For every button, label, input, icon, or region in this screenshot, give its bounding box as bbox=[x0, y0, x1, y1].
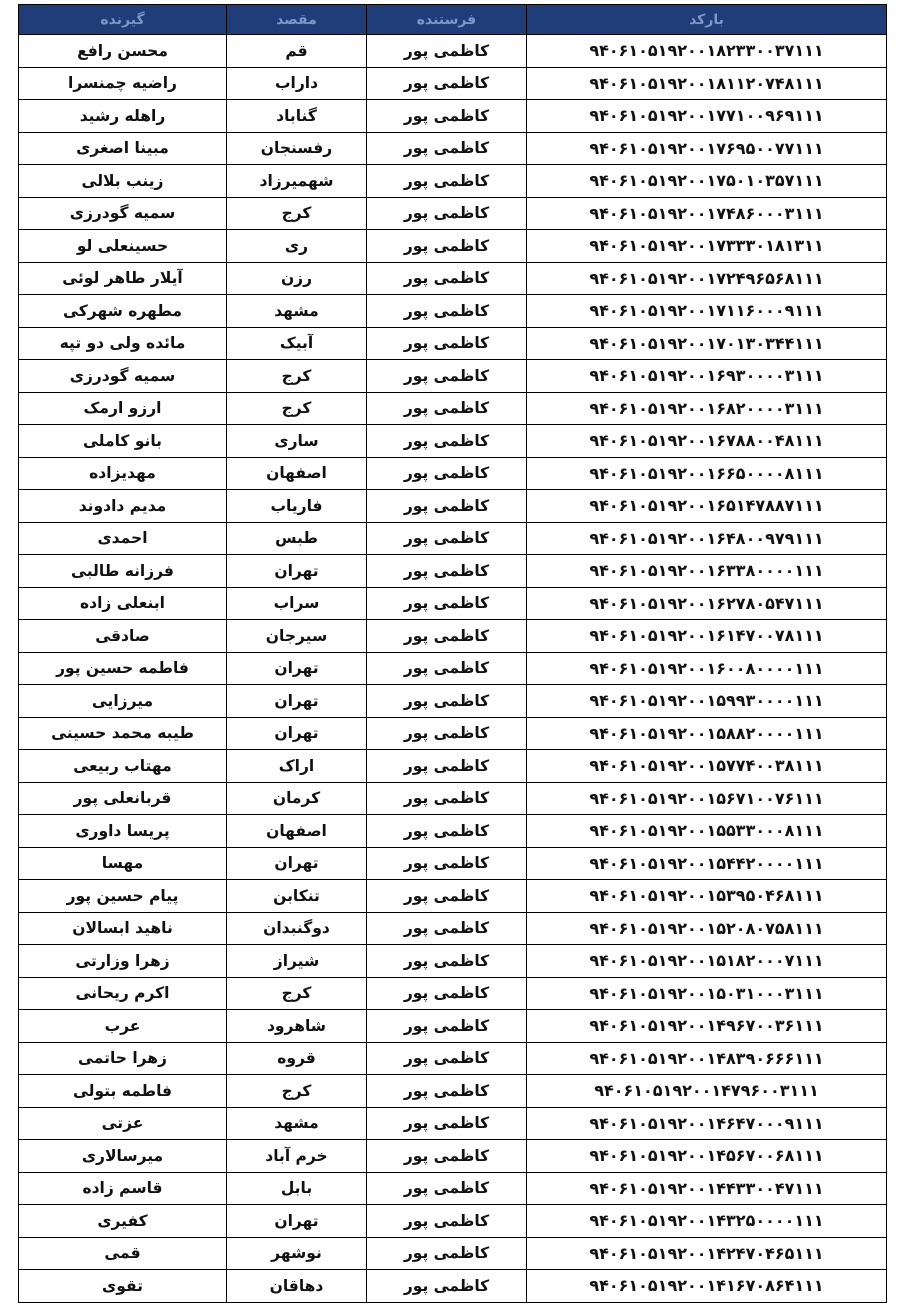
table-row bbox=[19, 327, 887, 360]
destination-cell: مشهد bbox=[227, 1107, 367, 1140]
sender-cell: کاظمی پور bbox=[367, 230, 527, 263]
header-row bbox=[19, 5, 887, 35]
receiver-cell: زهرا حاتمی bbox=[19, 1042, 227, 1075]
table-row bbox=[19, 1107, 887, 1140]
barcode-cell: ۹۴۰۶۱۰۵۱۹۲۰۰۱۶۲۷۸۰۵۴۷۱۱۱ bbox=[527, 587, 887, 620]
destination-cell: مشهد bbox=[227, 295, 367, 328]
table-row bbox=[19, 750, 887, 783]
sender-cell: کاظمی پور bbox=[367, 685, 527, 718]
barcode-cell: ۹۴۰۶۱۰۵۱۹۲۰۰۱۵۹۹۳۰۰۰۰۱۱۱ bbox=[527, 685, 887, 718]
table-row bbox=[19, 392, 887, 425]
table-row bbox=[19, 457, 887, 490]
barcode-cell: ۹۴۰۶۱۰۵۱۹۲۰۰۱۷۶۹۵۰۰۷۷۱۱۱ bbox=[527, 132, 887, 165]
destination-cell: اراک bbox=[227, 750, 367, 783]
barcode-cell: ۹۴۰۶۱۰۵۱۹۲۰۰۱۵۴۴۲۰۰۰۰۱۱۱ bbox=[527, 847, 887, 880]
receiver-cell: آیلار طاهر لوئی bbox=[19, 262, 227, 295]
receiver-cell: سمیه گودرزی bbox=[19, 197, 227, 230]
receiver-cell: ناهید ابسالان bbox=[19, 912, 227, 945]
sender-cell: کاظمی پور bbox=[367, 1042, 527, 1075]
destination-cell: شاهرود bbox=[227, 1010, 367, 1043]
barcode-cell: ۹۴۰۶۱۰۵۱۹۲۰۰۱۷۳۳۳۰۱۸۱۳۱۱ bbox=[527, 230, 887, 263]
receiver-cell: عرب bbox=[19, 1010, 227, 1043]
sender-cell: کاظمی پور bbox=[367, 717, 527, 750]
sender-cell: کاظمی پور bbox=[367, 425, 527, 458]
table-row bbox=[19, 782, 887, 815]
sender-cell: کاظمی پور bbox=[367, 165, 527, 198]
barcode-cell: ۹۴۰۶۱۰۵۱۹۲۰۰۱۶۴۸۰۰۹۷۹۱۱۱ bbox=[527, 522, 887, 555]
table-row bbox=[19, 35, 887, 68]
sender-cell: کاظمی پور bbox=[367, 555, 527, 588]
destination-cell: کرج bbox=[227, 360, 367, 393]
barcode-cell: ۹۴۰۶۱۰۵۱۹۲۰۰۱۶۷۸۸۰۰۴۸۱۱۱ bbox=[527, 425, 887, 458]
receiver-cell: مهدیزاده bbox=[19, 457, 227, 490]
barcode-cell: ۹۴۰۶۱۰۵۱۹۲۰۰۱۵۵۳۳۰۰۰۸۱۱۱ bbox=[527, 815, 887, 848]
barcode-cell: ۹۴۰۶۱۰۵۱۹۲۰۰۱۵۲۰۸۰۷۵۸۱۱۱ bbox=[527, 912, 887, 945]
sender-cell: کاظمی پور bbox=[367, 392, 527, 425]
header-barcode: بارکد bbox=[527, 5, 887, 35]
table-row bbox=[19, 1010, 887, 1043]
destination-cell: کرمان bbox=[227, 782, 367, 815]
receiver-cell: فاطمه حسین پور bbox=[19, 652, 227, 685]
table-row bbox=[19, 685, 887, 718]
sender-cell: کاظمی پور bbox=[367, 490, 527, 523]
sender-cell: کاظمی پور bbox=[367, 782, 527, 815]
table-row bbox=[19, 360, 887, 393]
barcode-cell: ۹۴۰۶۱۰۵۱۹۲۰۰۱۴۸۳۹۰۶۶۶۱۱۱ bbox=[527, 1042, 887, 1075]
table-row bbox=[19, 847, 887, 880]
sender-cell: کاظمی پور bbox=[367, 360, 527, 393]
table-row bbox=[19, 912, 887, 945]
receiver-cell: پیام حسین پور bbox=[19, 880, 227, 913]
sender-cell: کاظمی پور bbox=[367, 620, 527, 653]
receiver-cell: میرسالاری bbox=[19, 1140, 227, 1173]
barcode-cell: ۹۴۰۶۱۰۵۱۹۲۰۰۱۴۷۹۶۰۰۳۱۱۱ bbox=[527, 1075, 887, 1108]
receiver-cell: بانو کاملی bbox=[19, 425, 227, 458]
sender-cell: کاظمی پور bbox=[367, 912, 527, 945]
receiver-cell: فرزانه طالبی bbox=[19, 555, 227, 588]
table-row bbox=[19, 490, 887, 523]
destination-cell: فاریاب bbox=[227, 490, 367, 523]
shipment-list bbox=[18, 4, 886, 1303]
destination-cell: شیراز bbox=[227, 945, 367, 978]
table-row bbox=[19, 230, 887, 263]
receiver-cell: مبینا اصغری bbox=[19, 132, 227, 165]
receiver-cell: تقوی bbox=[19, 1270, 227, 1303]
receiver-cell: عزتی bbox=[19, 1107, 227, 1140]
header-sender: فرستنده bbox=[367, 5, 527, 35]
sender-cell: کاظمی پور bbox=[367, 587, 527, 620]
barcode-cell: ۹۴۰۶۱۰۵۱۹۲۰۰۱۵۷۷۴۰۰۳۸۱۱۱ bbox=[527, 750, 887, 783]
destination-cell: سیرجان bbox=[227, 620, 367, 653]
table-row bbox=[19, 262, 887, 295]
receiver-cell: حسینعلی لو bbox=[19, 230, 227, 263]
receiver-cell: محسن رافع bbox=[19, 35, 227, 68]
sender-cell: کاظمی پور bbox=[367, 262, 527, 295]
barcode-cell: ۹۴۰۶۱۰۵۱۹۲۰۰۱۴۵۶۷۰۰۶۸۱۱۱ bbox=[527, 1140, 887, 1173]
barcode-cell: ۹۴۰۶۱۰۵۱۹۲۰۰۱۸۲۳۳۰۰۳۷۱۱۱ bbox=[527, 35, 887, 68]
destination-cell: آبیک bbox=[227, 327, 367, 360]
destination-cell: داراب bbox=[227, 67, 367, 100]
barcode-cell: ۹۴۰۶۱۰۵۱۹۲۰۰۱۶۳۳۸۰۰۰۰۱۱۱ bbox=[527, 555, 887, 588]
shipment-table bbox=[18, 4, 887, 1303]
sender-cell: کاظمی پور bbox=[367, 652, 527, 685]
table-row bbox=[19, 522, 887, 555]
barcode-cell: ۹۴۰۶۱۰۵۱۹۲۰۰۱۵۰۳۱۰۰۰۳۱۱۱ bbox=[527, 977, 887, 1010]
destination-cell: اصفهان bbox=[227, 457, 367, 490]
receiver-cell: ارزو ارمک bbox=[19, 392, 227, 425]
table-row bbox=[19, 620, 887, 653]
destination-cell: نوشهر bbox=[227, 1237, 367, 1270]
receiver-cell: مائده ولی دو تپه bbox=[19, 327, 227, 360]
sender-cell: کاظمی پور bbox=[367, 522, 527, 555]
table-row bbox=[19, 1075, 887, 1108]
sender-cell: کاظمی پور bbox=[367, 132, 527, 165]
receiver-cell: قربانعلی پور bbox=[19, 782, 227, 815]
sender-cell: کاظمی پور bbox=[367, 847, 527, 880]
barcode-cell: ۹۴۰۶۱۰۵۱۹۲۰۰۱۷۷۱۰۰۹۶۹۱۱۱ bbox=[527, 100, 887, 133]
destination-cell: قروه bbox=[227, 1042, 367, 1075]
barcode-cell: ۹۴۰۶۱۰۵۱۹۲۰۰۱۸۱۱۲۰۷۴۸۱۱۱ bbox=[527, 67, 887, 100]
receiver-cell: زهرا وزارتی bbox=[19, 945, 227, 978]
sender-cell: کاظمی پور bbox=[367, 945, 527, 978]
destination-cell: دهاقان bbox=[227, 1270, 367, 1303]
sender-cell: کاظمی پور bbox=[367, 197, 527, 230]
barcode-cell: ۹۴۰۶۱۰۵۱۹۲۰۰۱۴۱۶۷۰۸۶۴۱۱۱ bbox=[527, 1270, 887, 1303]
table-row bbox=[19, 1140, 887, 1173]
destination-cell: خرم آباد bbox=[227, 1140, 367, 1173]
table-row bbox=[19, 132, 887, 165]
barcode-cell: ۹۴۰۶۱۰۵۱۹۲۰۰۱۴۶۴۷۰۰۰۹۱۱۱ bbox=[527, 1107, 887, 1140]
destination-cell: کرج bbox=[227, 392, 367, 425]
receiver-cell: احمدی bbox=[19, 522, 227, 555]
destination-cell: ری bbox=[227, 230, 367, 263]
barcode-cell: ۹۴۰۶۱۰۵۱۹۲۰۰۱۷۵۰۱۰۳۵۷۱۱۱ bbox=[527, 165, 887, 198]
sender-cell: کاظمی پور bbox=[367, 1107, 527, 1140]
destination-cell: رزن bbox=[227, 262, 367, 295]
table-row bbox=[19, 165, 887, 198]
destination-cell: قم bbox=[227, 35, 367, 68]
barcode-cell: ۹۴۰۶۱۰۵۱۹۲۰۰۱۴۹۶۷۰۰۳۶۱۱۱ bbox=[527, 1010, 887, 1043]
table-row bbox=[19, 945, 887, 978]
sender-cell: کاظمی پور bbox=[367, 1237, 527, 1270]
sender-cell: کاظمی پور bbox=[367, 457, 527, 490]
barcode-cell: ۹۴۰۶۱۰۵۱۹۲۰۰۱۵۱۸۲۰۰۰۷۱۱۱ bbox=[527, 945, 887, 978]
barcode-cell: ۹۴۰۶۱۰۵۱۹۲۰۰۱۶۵۱۴۷۸۸۷۱۱۱ bbox=[527, 490, 887, 523]
destination-cell: دوگنبدان bbox=[227, 912, 367, 945]
receiver-cell: زینب بلالی bbox=[19, 165, 227, 198]
barcode-cell: ۹۴۰۶۱۰۵۱۹۲۰۰۱۶۶۵۰۰۰۰۸۱۱۱ bbox=[527, 457, 887, 490]
barcode-cell: ۹۴۰۶۱۰۵۱۹۲۰۰۱۵۶۷۱۰۰۷۶۱۱۱ bbox=[527, 782, 887, 815]
barcode-cell: ۹۴۰۶۱۰۵۱۹۲۰۰۱۶۰۰۸۰۰۰۰۱۱۱ bbox=[527, 652, 887, 685]
header-destination: مقصد bbox=[227, 5, 367, 35]
receiver-cell: راهله رشید bbox=[19, 100, 227, 133]
destination-cell: کرج bbox=[227, 1075, 367, 1108]
table-row bbox=[19, 100, 887, 133]
table-body bbox=[19, 35, 887, 1303]
destination-cell: اصفهان bbox=[227, 815, 367, 848]
destination-cell: کرج bbox=[227, 977, 367, 1010]
table-row bbox=[19, 1042, 887, 1075]
barcode-cell: ۹۴۰۶۱۰۵۱۹۲۰۰۱۷۲۴۹۶۵۶۸۱۱۱ bbox=[527, 262, 887, 295]
receiver-cell: قمی bbox=[19, 1237, 227, 1270]
receiver-cell: مهسا bbox=[19, 847, 227, 880]
table-row bbox=[19, 717, 887, 750]
table-row bbox=[19, 1205, 887, 1238]
receiver-cell: طیبه محمد حسینی bbox=[19, 717, 227, 750]
barcode-cell: ۹۴۰۶۱۰۵۱۹۲۰۰۱۶۸۲۰۰۰۰۳۱۱۱ bbox=[527, 392, 887, 425]
table-row bbox=[19, 1270, 887, 1303]
barcode-cell: ۹۴۰۶۱۰۵۱۹۲۰۰۱۵۳۹۵۰۴۶۸۱۱۱ bbox=[527, 880, 887, 913]
destination-cell: بابل bbox=[227, 1172, 367, 1205]
table-row bbox=[19, 555, 887, 588]
receiver-cell: مدیم دادوند bbox=[19, 490, 227, 523]
destination-cell: تهران bbox=[227, 847, 367, 880]
receiver-cell: مهتاب ربیعی bbox=[19, 750, 227, 783]
table-row bbox=[19, 1237, 887, 1270]
barcode-cell: ۹۴۰۶۱۰۵۱۹۲۰۰۱۴۴۳۳۰۰۴۷۱۱۱ bbox=[527, 1172, 887, 1205]
sender-cell: کاظمی پور bbox=[367, 67, 527, 100]
table-row bbox=[19, 977, 887, 1010]
receiver-cell: کفیری bbox=[19, 1205, 227, 1238]
sender-cell: کاظمی پور bbox=[367, 1205, 527, 1238]
table-row bbox=[19, 1172, 887, 1205]
destination-cell: تهران bbox=[227, 652, 367, 685]
destination-cell: ساری bbox=[227, 425, 367, 458]
barcode-cell: ۹۴۰۶۱۰۵۱۹۲۰۰۱۴۲۴۷۰۴۶۵۱۱۱ bbox=[527, 1237, 887, 1270]
table-row bbox=[19, 880, 887, 913]
receiver-cell: فاطمه بتولی bbox=[19, 1075, 227, 1108]
destination-cell: رفسنجان bbox=[227, 132, 367, 165]
receiver-cell: پریسا داوری bbox=[19, 815, 227, 848]
destination-cell: سراب bbox=[227, 587, 367, 620]
barcode-cell: ۹۴۰۶۱۰۵۱۹۲۰۰۱۶۱۴۷۰۰۷۸۱۱۱ bbox=[527, 620, 887, 653]
barcode-cell: ۹۴۰۶۱۰۵۱۹۲۰۰۱۷۴۸۶۰۰۰۳۱۱۱ bbox=[527, 197, 887, 230]
destination-cell: تنکابن bbox=[227, 880, 367, 913]
receiver-cell: میرزایی bbox=[19, 685, 227, 718]
destination-cell: گناباد bbox=[227, 100, 367, 133]
sender-cell: کاظمی پور bbox=[367, 880, 527, 913]
destination-cell: تهران bbox=[227, 1205, 367, 1238]
sender-cell: کاظمی پور bbox=[367, 35, 527, 68]
receiver-cell: سمیه گودرزی bbox=[19, 360, 227, 393]
barcode-cell: ۹۴۰۶۱۰۵۱۹۲۰۰۱۶۹۳۰۰۰۰۳۱۱۱ bbox=[527, 360, 887, 393]
sender-cell: کاظمی پور bbox=[367, 1270, 527, 1303]
sender-cell: کاظمی پور bbox=[367, 327, 527, 360]
table-row bbox=[19, 295, 887, 328]
receiver-cell: قاسم زاده bbox=[19, 1172, 227, 1205]
receiver-cell: اکرم ریحانی bbox=[19, 977, 227, 1010]
destination-cell: تهران bbox=[227, 685, 367, 718]
destination-cell: تهران bbox=[227, 717, 367, 750]
receiver-cell: مطهره شهرکی bbox=[19, 295, 227, 328]
barcode-cell: ۹۴۰۶۱۰۵۱۹۲۰۰۱۷۰۱۳۰۳۴۴۱۱۱ bbox=[527, 327, 887, 360]
sender-cell: کاظمی پور bbox=[367, 815, 527, 848]
table-row bbox=[19, 815, 887, 848]
table-row bbox=[19, 587, 887, 620]
barcode-cell: ۹۴۰۶۱۰۵۱۹۲۰۰۱۵۸۸۲۰۰۰۰۱۱۱ bbox=[527, 717, 887, 750]
barcode-cell: ۹۴۰۶۱۰۵۱۹۲۰۰۱۴۳۲۵۰۰۰۰۱۱۱ bbox=[527, 1205, 887, 1238]
destination-cell: تهران bbox=[227, 555, 367, 588]
table-row bbox=[19, 197, 887, 230]
barcode-cell: ۹۴۰۶۱۰۵۱۹۲۰۰۱۷۱۱۶۰۰۰۹۱۱۱ bbox=[527, 295, 887, 328]
sender-cell: کاظمی پور bbox=[367, 1010, 527, 1043]
table-row bbox=[19, 67, 887, 100]
receiver-cell: ابنعلی زاده bbox=[19, 587, 227, 620]
sender-cell: کاظمی پور bbox=[367, 295, 527, 328]
header-receiver: گیرنده bbox=[19, 5, 227, 35]
destination-cell: شهمیرزاد bbox=[227, 165, 367, 198]
destination-cell: طبس bbox=[227, 522, 367, 555]
sender-cell: کاظمی پور bbox=[367, 1172, 527, 1205]
table-row bbox=[19, 425, 887, 458]
sender-cell: کاظمی پور bbox=[367, 977, 527, 1010]
receiver-cell: صادقی bbox=[19, 620, 227, 653]
sender-cell: کاظمی پور bbox=[367, 1075, 527, 1108]
sender-cell: کاظمی پور bbox=[367, 100, 527, 133]
sender-cell: کاظمی پور bbox=[367, 1140, 527, 1173]
receiver-cell: راضیه چمنسرا bbox=[19, 67, 227, 100]
destination-cell: کرج bbox=[227, 197, 367, 230]
table-row bbox=[19, 652, 887, 685]
sender-cell: کاظمی پور bbox=[367, 750, 527, 783]
